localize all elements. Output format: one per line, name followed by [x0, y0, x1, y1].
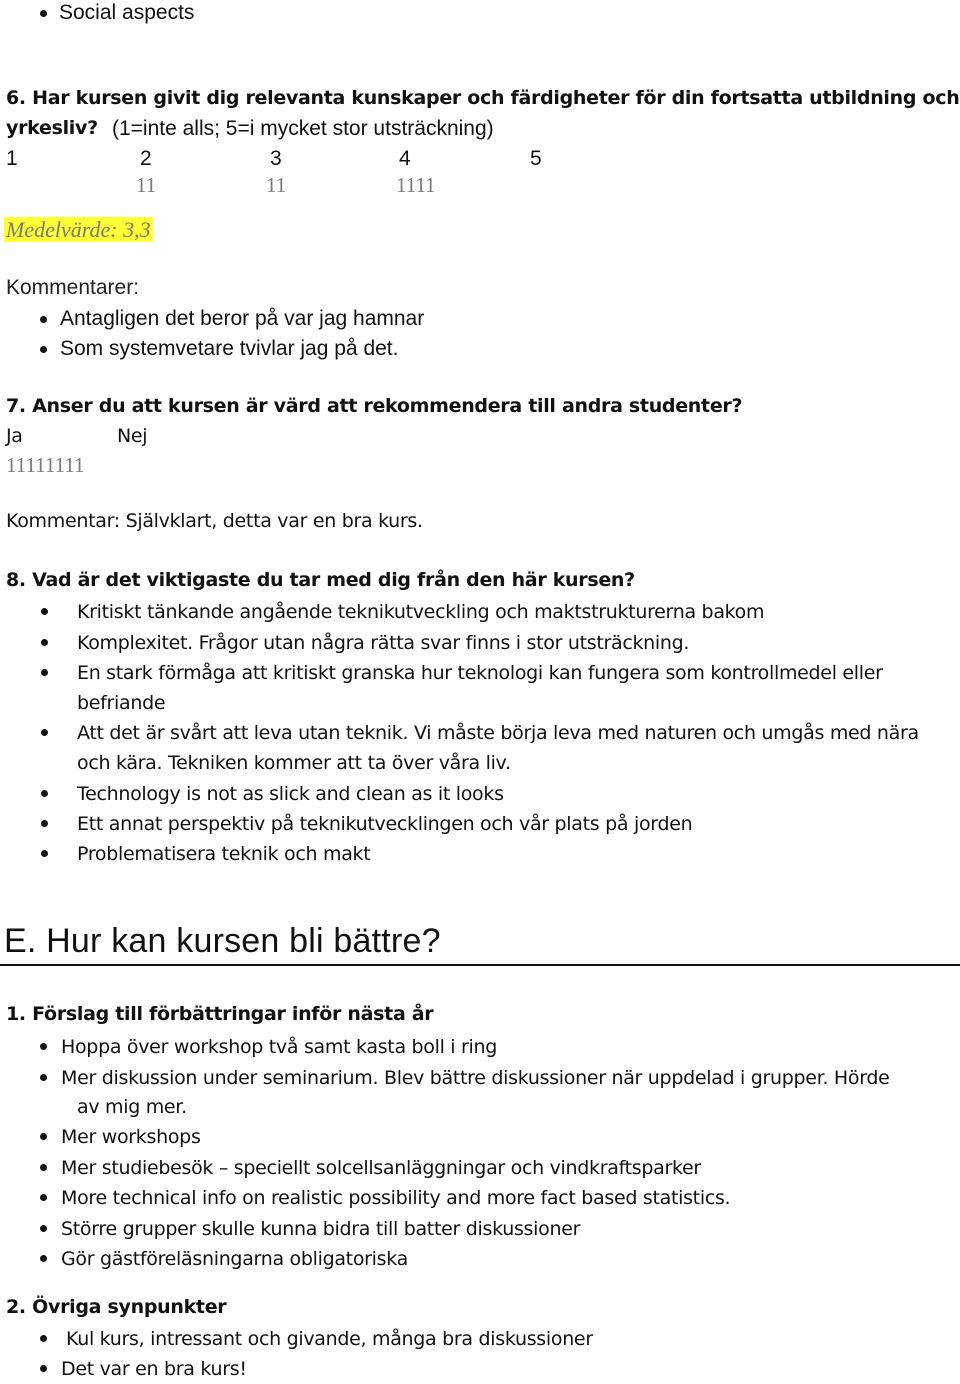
tally: 1111 — [396, 173, 436, 197]
answer-no-label: Nej — [117, 425, 148, 447]
comments-label: Kommentarer: — [6, 276, 140, 299]
question-comment: Kommentar: Självklart, detta var en bra kurs. — [6, 510, 423, 532]
bullet-icon — [40, 1133, 47, 1140]
list-item: Kritiskt tänkande angående teknikutveckling och maktstrukturerna bakom — [77, 601, 765, 623]
scale-label: 1 — [6, 147, 18, 170]
bullet-icon — [40, 1335, 47, 1342]
bullet-icon — [40, 1255, 47, 1262]
list-item: Att det är svårt att leva utan teknik. Vi måste börja leva med naturen och umgås med nära — [77, 722, 919, 744]
comment-item: Antagligen det beror på var jag hamnar — [60, 307, 425, 330]
list-item: En stark förmåga att kritiskt granska hur teknologi kan fungera som kontrollmedel eller — [77, 662, 883, 684]
subsection-title: 1. Förslag till förbättringar inför nästa år — [6, 1003, 434, 1025]
list-item: Problematisera teknik och makt — [77, 843, 371, 865]
bullet-icon — [40, 10, 47, 17]
average-highlight: Medelvärde: 3,3 — [6, 217, 151, 242]
bullet-icon — [40, 346, 47, 353]
bullet-icon — [41, 790, 48, 797]
question-title-continued: yrkesliv? — [6, 117, 98, 139]
list-item: Mer studiebesök – speciellt solcellsanläggningar och vindkraftsparker — [61, 1157, 701, 1179]
average-value — [4, 219, 153, 241]
scale-label: 4 — [399, 147, 411, 170]
list-item: Kul kurs, intressant och givande, många bra diskussioner — [66, 1328, 593, 1350]
scale-label: 3 — [270, 147, 282, 170]
list-item: Mer diskussion under seminarium. Blev bättre diskussioner när uppdelad i grupper. Hörde — [61, 1067, 890, 1089]
list-item: Social aspects — [59, 1, 195, 24]
list-item-continued: och kära. Tekniken kommer att ta över våra liv. — [77, 752, 511, 774]
question-title: 6. Har kursen givit dig relevanta kunskaper och färdigheter för din fortsatta utbildning och — [6, 87, 960, 109]
question-title: 7. Anser du att kursen är värd att rekommendera till andra studenter? — [6, 395, 743, 417]
question-title: 8. Vad är det viktigaste du tar med dig från den här kursen? — [6, 569, 635, 591]
heading-rule — [0, 964, 960, 966]
scale-label: 2 — [140, 147, 152, 170]
bullet-icon — [41, 729, 48, 736]
scale-note: (1=inte alls; 5=i mycket stor utsträckning) — [112, 117, 494, 140]
list-item: More technical info on realistic possibility and more fact based statistics. — [61, 1187, 731, 1209]
tally: 11111111 — [6, 453, 85, 477]
list-item: Hoppa över workshop två samt kasta boll i ring — [61, 1036, 498, 1058]
bullet-icon — [41, 850, 48, 857]
bullet-icon — [40, 1225, 47, 1232]
bullet-icon — [40, 1043, 47, 1050]
answer-yes-label: Ja — [6, 425, 23, 447]
section-heading: E. Hur kan kursen bli bättre? — [4, 922, 441, 960]
bullet-icon — [40, 1194, 47, 1201]
list-item: Det var en bra kurs! — [61, 1358, 247, 1380]
list-item: Större grupper skulle kunna bidra till batter diskussioner — [61, 1218, 581, 1240]
list-item-continued: av mig mer. — [77, 1096, 187, 1118]
bullet-icon — [40, 1164, 47, 1171]
tally: 11 — [266, 173, 287, 197]
bullet-icon — [41, 639, 48, 646]
bullet-icon — [40, 1365, 47, 1372]
scale-label: 5 — [530, 147, 542, 170]
list-item: Komplexitet. Frågor utan några rätta svar finns i stor utsträckning. — [77, 632, 690, 654]
list-item: Ett annat perspektiv på teknikutvecklingen och vår plats på jorden — [77, 813, 693, 835]
bullet-icon — [41, 608, 48, 615]
list-item: Gör gästföreläsningarna obligatoriska — [61, 1248, 408, 1270]
subsection-title: 2. Övriga synpunkter — [6, 1296, 227, 1318]
comment-item: Som systemvetare tvivlar jag på det. — [60, 337, 399, 360]
bullet-icon — [41, 669, 48, 676]
list-item: Technology is not as slick and clean as it looks — [77, 783, 504, 805]
bullet-icon — [40, 316, 47, 323]
bullet-icon — [40, 1074, 47, 1081]
list-item: Mer workshops — [61, 1126, 201, 1148]
list-item-continued: befriande — [77, 692, 166, 714]
tally: 11 — [136, 173, 157, 197]
bullet-icon — [41, 820, 48, 827]
